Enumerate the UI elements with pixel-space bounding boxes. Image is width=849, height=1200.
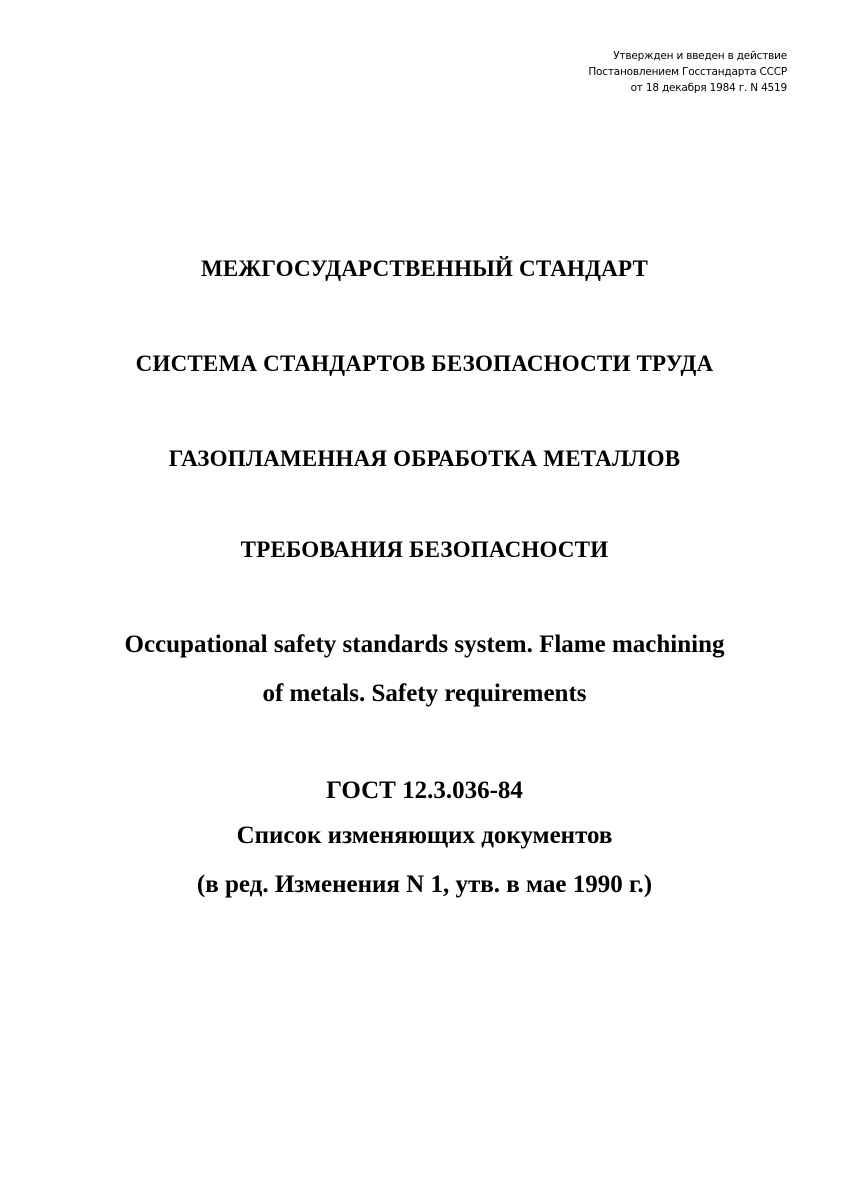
gost-number: ГОСТ 12.3.036-84: [326, 777, 523, 804]
approval-line-2: Постановлением Госстандарта СССР: [588, 66, 787, 78]
changes-heading: Список изменяющих документов: [236, 822, 613, 849]
approval-line-3: от 18 декабря 1984 г. N 4519: [630, 82, 787, 94]
english-title-line-2: of metals. Safety requirements: [262, 680, 587, 707]
subject-heading: ГАЗОПЛАМЕННАЯ ОБРАБОТКА МЕТАЛЛОВ: [168, 446, 681, 471]
changes-detail: (в ред. Изменения N 1, утв. в мае 1990 г.): [196, 871, 653, 898]
requirements-heading: ТРЕБОВАНИЯ БЕЗОПАСНОСТИ: [240, 537, 609, 562]
approval-line-1: Утвержден и введен в действие: [613, 50, 787, 62]
english-title-line-1: Occupational safety standards system. Flame machining: [124, 631, 725, 658]
interstate-standard-heading: МЕЖГОСУДАРСТВЕННЫЙ СТАНДАРТ: [200, 256, 649, 281]
approval-note: [588, 48, 787, 96]
system-heading: СИСТЕМА СТАНДАРТОВ БЕЗОПАСНОСТИ ТРУДА: [135, 351, 714, 376]
